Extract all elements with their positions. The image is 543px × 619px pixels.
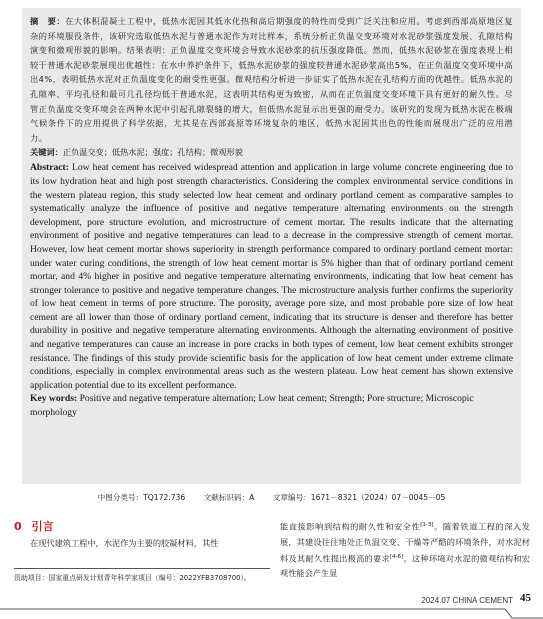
- page-number: 45: [520, 592, 531, 604]
- abstract-en-label: Abstract:: [30, 162, 69, 174]
- abstract-box: [22, 8, 521, 484]
- article-meta: [0, 492, 543, 503]
- keywords-en-text: Positive and negative temperature alternation; Low heat cement; Strength; Pore structure; Microscopic morphology: [30, 393, 474, 419]
- intro-left-line: 在现代建筑工程中，水泥作为主要的胶凝材料，其性: [30, 538, 219, 548]
- keywords-cn: [30, 145, 513, 159]
- abstract-en-text: Low heat cement has received widespread attention and application in large volume concrete engineering due to its low hydration heat and high post strength characteristics. Considering the complex environmental service conditions in the western plateau region, this study selected low heat cement and ordinary portland cement as comparative samples to systematically analyze the influence of positive and negative temperature alternating environments on the strength development, pore structure evolution, and microstructure of cement mortar. The results indicate that the alternating environment of positive and negative temperatures can lead to a decrease in the compressive strength of cement mortar. However, low heat cement mortar shows superiority in strength performance compared to ordinary portland cement mortar: under water curing conditions, the strength of low heat cement mortar is 5% higher than that of ordinary portland cement mortar, and 4% higher in positive and negative temperature alternating environments, indicating that low heat cement has stronger tolerance to positive and negative temperature changes. The microstructure analysis further confirms the superiority of low heat cement in terms of pore structure. The porosity, average pore size, and most probable pore size of low heat cement are all lower than those of ordinary portland cement, indicating that its structure is denser and therefore has better durability in positive and negative temperature alternating environments. Although the alternating environment of positive and negative temperatures can cause an increase in pore cracks in both types of cement, low heat cement exhibits stronger resistance. The findings of this study provide scientific basis for the application of low heat cement under extreme climate conditions, especially in complex environmental areas such as the western plateau. Low heat cement has shown extensive application potential due to its excellent performance.: [30, 162, 513, 391]
- keywords-cn-label: 关键词：: [30, 147, 63, 158]
- section-number: 0: [14, 520, 22, 533]
- abstract-en: [30, 161, 513, 392]
- funding-note: 资助项目：国家重点研发计划青年科学家项目（编号：2022YFB3708700）。: [14, 574, 251, 582]
- section-title: 引言: [31, 520, 54, 533]
- funding-divider: [14, 568, 270, 569]
- article-number: 文章编号：1671－8321（2024）07－0045－05: [272, 493, 446, 502]
- citation-2[interactable]: [4-6]: [389, 553, 404, 560]
- clc-number: 中图分类号：TQ172.736: [97, 493, 186, 502]
- document-code: 文献标识码：A: [203, 493, 255, 502]
- right-column: [280, 518, 530, 581]
- footer-rule: [0, 608, 543, 619]
- keywords-cn-text: 正负温交变；低热水泥；强度；孔结构；微观形貌: [62, 147, 243, 158]
- abstract-cn: [30, 14, 513, 145]
- left-column: [14, 518, 264, 551]
- intro-left-text: [14, 536, 264, 551]
- intro-right-part3: 。这种环境对水泥的微观结构和宏观性能会产生显: [280, 553, 530, 579]
- abstract-cn-label: 摘 要：: [30, 16, 66, 26]
- keywords-en-label: Key words:: [30, 393, 78, 405]
- intro-right-part1: 能直接影响到结构的耐久性和安全性: [280, 521, 421, 532]
- keywords-en: [30, 392, 513, 419]
- citation-1[interactable]: [1-3]: [420, 522, 434, 528]
- intro-right-part2: 。随着铁道工程的深入发展，其建设往往地处正负温交变、干燥等严酷的环境条件，对水泥材料及其耐久性提出极高的要求: [280, 521, 530, 564]
- abstract-cn-text: 在大体积混凝土工程中，低热水泥因其低水化热和高后期强度的特性而受到广泛关注和应用。考虑到西部高原地区复杂的环境服役条件，该研究选取低热水泥与普通水泥作为对比样本，系统分析正负温交变环境对水泥砂浆强度发展、孔隙结构演变和微观形貌的影响。结果表明：正负温度交变环境会导致水泥砂浆的抗压强度降低。然而，低热水泥砂浆在强度表现上相较于普通水泥砂浆展现出优越性：在水中养护条件下，低热水泥砂浆的强度较普通水泥砂浆高出5%，在正负温度交变环境中高出4%，表明低热水泥对正负温度变化的耐受性更强。微观结构分析进一步证实了低热水泥在孔结构方面的优越性。低热水泥的孔隙率、平均孔径和最可几孔径均低于普通水泥，这表明其结构更为致密，从而在正负温度交变环境下具有更好的耐久性。尽管正负温度交变环境会在两种水泥中引起孔隙裂缝的增大，但低热水泥显示出更强的耐受力。该研究的发现为低热水泥在极端气候条件下的应用提供了科学依据，尤其是在西部高原等环境复杂的地区，低热水泥因其出色的性能而展现出广泛的应用潜力。: [30, 16, 513, 143]
- journal-footer: 2024.07 CHINA CEMENT: [421, 596, 513, 605]
- intro-right-text: [280, 518, 530, 581]
- section-heading: [14, 518, 264, 534]
